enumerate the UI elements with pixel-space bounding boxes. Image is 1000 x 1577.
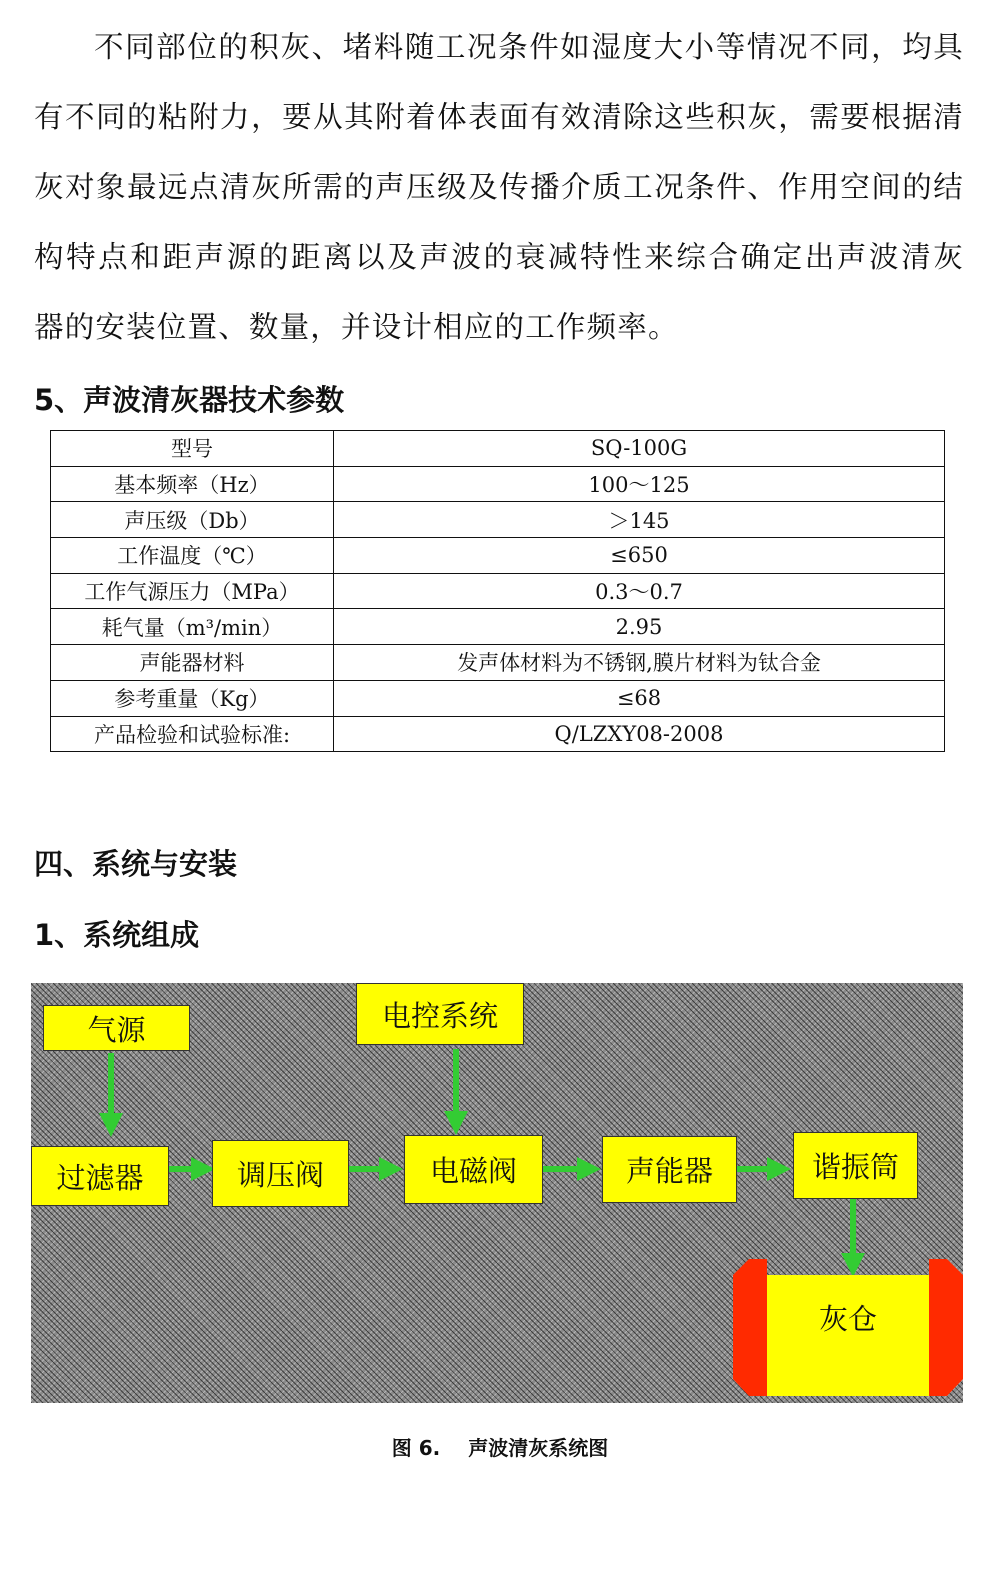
chapter-4-heading: 四、系统与安装 <box>34 847 238 881</box>
node-sound-generator: 声能器 <box>602 1136 737 1203</box>
paragraph-line: 有不同的粘附力，要从其附着体表面有效清除这些积灰，需要根据清 <box>34 100 964 134</box>
table-row <box>51 609 945 645</box>
table-row <box>51 573 945 609</box>
table-cell-value: 2.95 <box>334 609 945 645</box>
hopper-left-side <box>733 1259 767 1396</box>
table-row <box>51 502 945 538</box>
table-row <box>51 716 945 752</box>
figure-caption <box>0 1432 1000 1461</box>
table-cell-key: 型号 <box>51 431 334 467</box>
table-cell-key: 耗气量（m³/min） <box>51 609 334 645</box>
figure-number: 图 6. <box>391 1436 441 1460</box>
table-row <box>51 538 945 574</box>
table-row <box>51 680 945 716</box>
section-1-heading: 1、系统组成 <box>34 918 200 952</box>
figure-title: 声波清灰系统图 <box>468 1436 609 1460</box>
node-air-source: 气源 <box>43 1005 190 1051</box>
table-row <box>51 645 945 681</box>
table-cell-value: 100～125 <box>334 466 945 502</box>
table-row <box>51 466 945 502</box>
node-ash-hopper: 灰仓 <box>767 1275 929 1396</box>
table-cell-value: 0.3～0.7 <box>334 573 945 609</box>
table-cell-key: 参考重量（Kg） <box>51 680 334 716</box>
node-regulator: 调压阀 <box>212 1140 349 1207</box>
table-cell-value: ≤68 <box>334 680 945 716</box>
table-cell-key: 声压级（Db） <box>51 502 334 538</box>
section-5-heading: 5、声波清灰器技术参数 <box>34 383 345 417</box>
node-resonator: 谐振筒 <box>793 1132 918 1199</box>
table-cell-key: 声能器材料 <box>51 645 334 681</box>
table-cell-value: ＞145 <box>334 502 945 538</box>
node-control-system: 电控系统 <box>356 983 524 1045</box>
paragraph-line: 不同部位的积灰、堵料随工况条件如湿度大小等情况不同，均具 <box>94 30 964 64</box>
table-cell-key: 工作温度（℃） <box>51 538 334 574</box>
node-solenoid: 电磁阀 <box>404 1135 543 1204</box>
table-row <box>51 431 945 467</box>
node-filter: 过滤器 <box>31 1146 169 1206</box>
table-cell-key: 工作气源压力（MPa） <box>51 573 334 609</box>
table-cell-value: SQ-100G <box>334 431 945 467</box>
table-cell-key: 基本频率（Hz） <box>51 466 334 502</box>
spec-table <box>50 430 945 752</box>
paragraph-line: 构特点和距声源的距离以及声波的衰减特性来综合确定出声波清灰 <box>34 240 964 274</box>
hopper-right-side <box>929 1259 963 1396</box>
table-cell-value: 发声体材料为不锈钢,膜片材料为钛合金 <box>334 645 945 681</box>
intro-paragraph <box>34 12 964 362</box>
system-diagram <box>31 983 963 1403</box>
paragraph-line: 器的安装位置、数量，并设计相应的工作频率。 <box>34 310 679 344</box>
table-cell-value: ≤650 <box>334 538 945 574</box>
table-cell-value: Q/LZXY08-2008 <box>334 716 945 752</box>
table-cell-key: 产品检验和试验标准: <box>51 716 334 752</box>
paragraph-line: 灰对象最远点清灰所需的声压级及传播介质工况条件、作用空间的结 <box>34 170 964 204</box>
